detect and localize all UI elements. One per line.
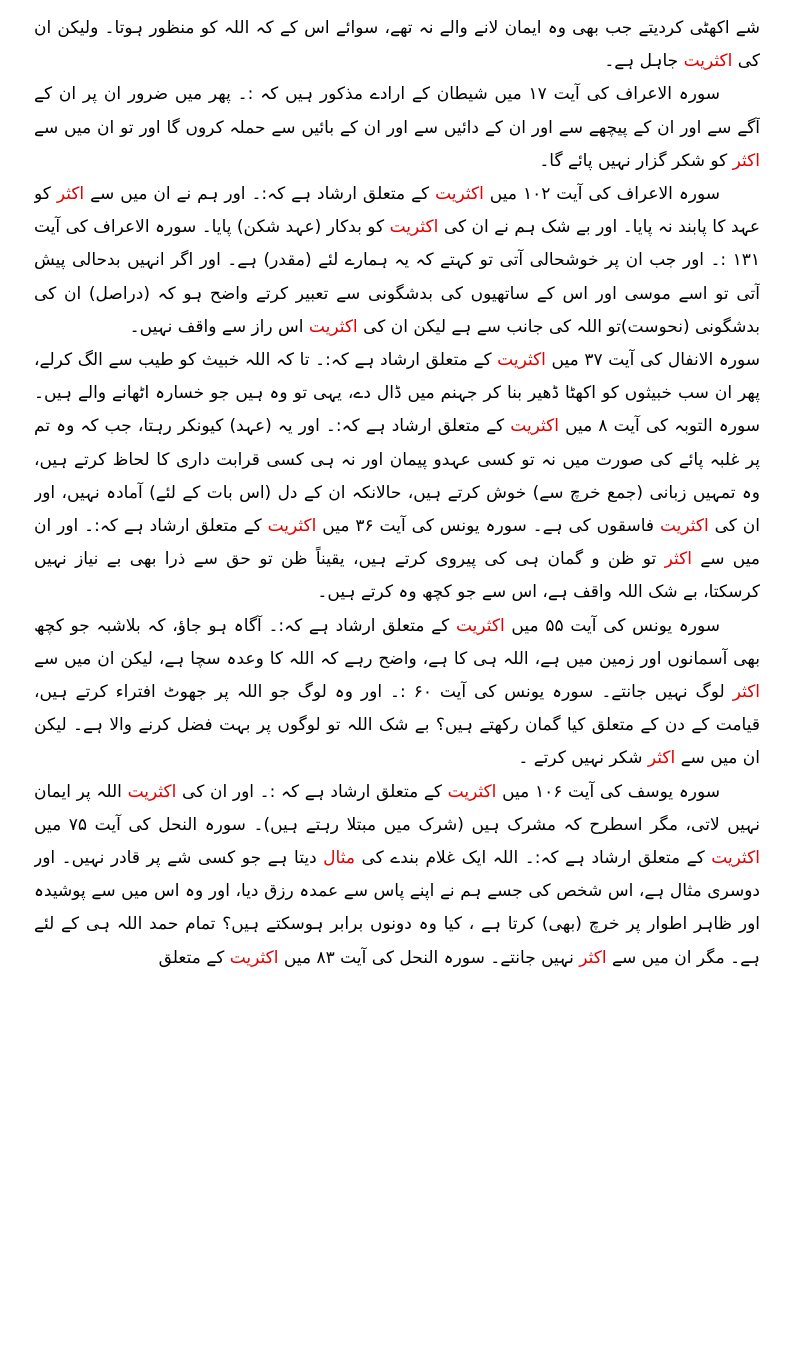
highlighted-word: اکثریت bbox=[389, 217, 439, 238]
text-run: سورہ یونس کی آیت ۵۵ میں bbox=[504, 615, 721, 636]
highlighted-word: اکثریت bbox=[659, 516, 709, 537]
highlighted-word: اکثریت bbox=[435, 184, 484, 205]
highlighted-word: اکثر bbox=[56, 184, 85, 205]
highlighted-word: اکثریت bbox=[497, 350, 546, 371]
highlighted-word: اکثریت bbox=[510, 416, 560, 437]
text-run: کے متعلق ارشاد ہے کہ:۔ اور یہ (عہد) کیونکر رہتا، جب کہ وہ تم پر غلبہ پائے کی صورت میں نہ تو کسی عہدو پیمان اور نہ ہی کسی قرابت داری کا لحاظ کرتے ہیں، وہ تمہیں زبانی (جمع خرچ سے) خوش کرتے ہیں، حالانکہ ان کے دل (اس بات کے لئے) آمادہ نہیں، اور ان کی bbox=[34, 416, 760, 537]
highlighted-word: مثال bbox=[323, 848, 355, 869]
highlighted-word: اکثر bbox=[664, 549, 692, 570]
text-run: تو ظن و گمان ہی کی پیروی کرتے ہیں، یقیناً ظن تو حق سے ذرا بھی بے نیاز نہیں کرسکتا، بے شک اللہ واقف ہے، اس سے جو کچھ وہ کرتے ہیں۔ bbox=[34, 549, 760, 603]
text-run: کے متعلق ارشاد ہے کہ:۔ تا کہ اللہ خبیث کو طیب سے الگ کرلے، پھر ان سب خبیثوں کو اکھٹا ڈھیر بنا کر جہنم میں ڈال دے، یہی تو وہ ہیں جو خسارہ اٹھانے والے ہیں۔ سورہ التوبہ کی آیت ۸ میں bbox=[34, 350, 760, 437]
highlighted-word: اکثریت bbox=[683, 51, 733, 72]
text-run: سورہ الاعراف کی آیت ۱۷ میں شیطان کے ارادے مذکور ہیں کہ :۔ پھر میں ضرور ان پر ان کے آگے سے اور ان کے پیچھے سے اور ان کے دائیں سے اور ان کے بائیں سے حملہ کروں گا اور تو ان میں سے bbox=[34, 84, 760, 138]
text-run: اس راز سے واقف نہیں۔ bbox=[129, 316, 309, 337]
highlighted-word: اکثریت bbox=[267, 516, 317, 537]
text-run: اللہ پر ایمان نہیں لاتی، مگر اسطرح کہ مشرک ہیں (شرک میں مبتلا رہتے ہیں)۔ سورہ النحل کی آیت ۷۵ میں bbox=[34, 781, 760, 835]
text-run: کے متعلق ارشاد ہے کہ:۔ آگاہ ہو جاؤ، کہ بلاشبہ جو کچھ بھی آسمانوں اور زمین میں ہے، اللہ ہی کا ہے، واضح رہے کہ اللہ کا وعدہ سچا ہے، لیکن ان میں سے bbox=[34, 615, 760, 669]
document-page bbox=[34, 12, 760, 1352]
paragraph bbox=[34, 78, 760, 178]
highlighted-word: اکثریت bbox=[229, 947, 279, 968]
text-run: سورہ الاعراف کی آیت ۱۰۲ میں bbox=[483, 184, 721, 205]
highlighted-word: اکثریت bbox=[308, 316, 358, 337]
highlighted-word: اکثر bbox=[579, 947, 607, 968]
text-run: شکر نہیں کرتے ۔ bbox=[518, 748, 648, 769]
text-run: شے اکھٹی کردیتے جب بھی وہ ایمان لانے والے نہ تھے، سوائے اس کے کہ اللہ کو منظور ہوتا۔ ولیکن ان کی bbox=[34, 18, 760, 72]
text-run: دیتا ہے جو کسی شے پر قادر نہیں۔ اور دوسری مثال ہے، اس شخص کی جسے ہم نے اپنے پاس سے عمدہ رزق دیا، اور وہ اس میں سے پوشیدہ اور ظاہر اطوار پر خرچ (بھی) کرتا ہے ، کیا وہ دونوں برابر ہوسکتے ہیں؟ تمام حمد اللہ ہی کے لئے ہے۔ مگر ان میں سے bbox=[34, 848, 760, 968]
text-run: کے متعلق bbox=[158, 947, 230, 968]
highlighted-word: اکثریت bbox=[711, 848, 760, 869]
text-run: جاہل ہے۔ bbox=[604, 51, 684, 72]
text-run: کے متعلق ارشاد ہے کہ:۔ اور ان میں سے bbox=[34, 516, 760, 570]
highlighted-word: اکثر bbox=[732, 150, 760, 171]
highlighted-word: اکثر bbox=[732, 682, 760, 703]
text-run: کو بدکار (عہد شکن) پایا۔ سورہ الاعراف کی آیت ۱۳۱ :۔ اور جب ان پر خوشحالی آتی تو کہتے کہ یہ ہمارے لئے (مقدر) ہے۔ اور اگر انہیں بدحالی پیش آتی تو اسے موسی اور اس کے ساتھیوں کی بدشگونی سے تعبیر کرتے واضح ہو کہ (دراصل) ان کی بدشگونی (نحوست)تو اللہ کی جانب سے ہے لیکن ان کی bbox=[34, 217, 760, 337]
highlighted-word: اکثریت bbox=[455, 615, 505, 636]
paragraph bbox=[34, 776, 760, 975]
highlighted-word: اکثریت bbox=[127, 781, 177, 802]
text-run: نہیں جانتے۔ سورہ النحل کی آیت ۸۳ میں bbox=[278, 947, 580, 968]
paragraph bbox=[34, 12, 760, 78]
highlighted-word: اکثر bbox=[647, 748, 676, 769]
text-run: فاسقوں کی ہے۔ سورہ یونس کی آیت ۳۶ میں bbox=[316, 516, 660, 537]
text-run: سورہ الانفال کی آیت ۳۷ میں bbox=[545, 350, 760, 371]
text-run: کے متعلق ارشاد ہے کہ:۔ اور ہم نے ان میں سے bbox=[84, 184, 436, 205]
highlighted-word: اکثریت bbox=[447, 781, 497, 802]
text-run: کے متعلق ارشاد ہے کہ:۔ اللہ ایک غلام بندے کی bbox=[354, 848, 712, 869]
text-run: کو شکر گزار نہیں پائے گا۔ bbox=[539, 150, 733, 171]
text-run: کو عہد کا پابند نہ پایا۔ اور بے شک ہم نے ان کی bbox=[34, 184, 760, 238]
paragraph bbox=[34, 178, 760, 344]
text-run: سورہ یوسف کی آیت ۱۰۶ میں bbox=[496, 781, 721, 802]
text-run: لوگ نہیں جانتے۔ سورہ یونس کی آیت ۶۰ :۔ اور وہ لوگ جو اللہ پر جھوٹ افتراء کرتے ہیں، قیامت کے دن کے متعلق کیا گمان رکھتے ہیں؟ بے شک اللہ تو لوگوں پر بہت فضل کرنے والا ہے۔ لیکن ان میں سے bbox=[34, 682, 760, 769]
text-run: کے متعلق ارشاد ہے کہ :۔ اور ان کی bbox=[176, 781, 448, 802]
paragraph bbox=[34, 610, 760, 776]
paragraph bbox=[34, 344, 760, 610]
